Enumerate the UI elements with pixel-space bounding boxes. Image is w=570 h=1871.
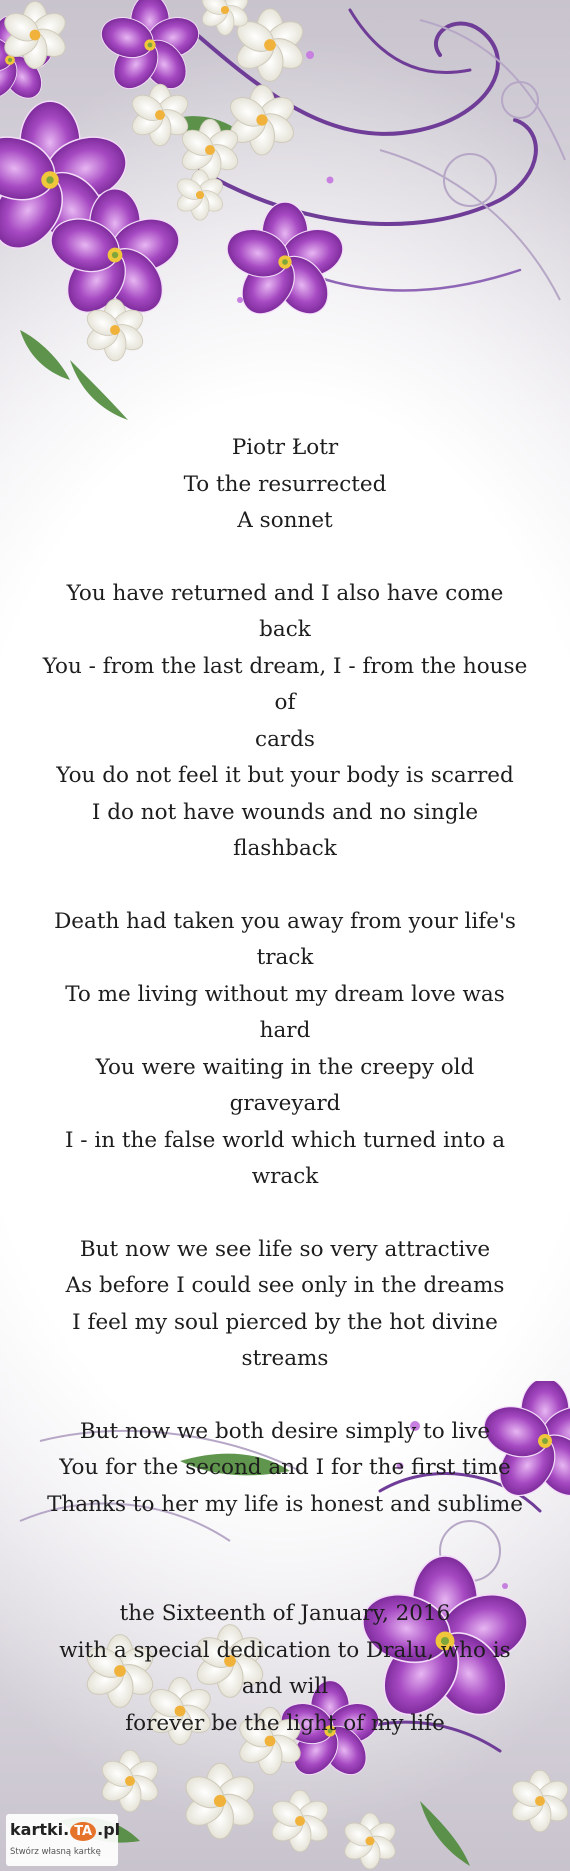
poem-line: I do not have wounds and no single flashback: [91, 799, 479, 861]
kartki-logo[interactable]: [6, 1814, 121, 1866]
poem-line: cards: [255, 726, 315, 752]
poem-line: As before I could see only in the dreams: [65, 1273, 505, 1298]
poem-title: To the resurrected: [183, 471, 387, 497]
poem-line: You - from the last dream, I - from the house of: [42, 653, 528, 715]
poem-line: Death had taken you away from your life's track: [54, 908, 516, 970]
author-name: Piotr Łotr: [231, 435, 339, 460]
poem-line: But now we see life so very attractive: [79, 1236, 491, 1262]
poem-line: To me living without my dream love was hard: [65, 981, 505, 1043]
poem-dedication: with a special dedication to Dralu, who is and will: [59, 1637, 511, 1699]
logo-wordmark: [10, 1820, 120, 1841]
logo-word-end: .pl: [97, 1820, 121, 1839]
poem-line: You were waiting in the creepy old graveyard: [95, 1054, 475, 1116]
logo-badge: TA: [70, 1822, 96, 1841]
logo-tagline: Stwórz własną kartkę: [10, 1847, 101, 1857]
poem-subtitle: A sonnet: [237, 508, 333, 533]
poem-text-block: [40, 430, 530, 1742]
poem-dedication: forever be the light of my life: [125, 1710, 445, 1736]
poem-line: I - in the false world which turned into a wrack: [64, 1127, 506, 1189]
poem-line: I feel my soul pierced by the hot divine streams: [72, 1309, 498, 1371]
poem-line: You do not feel it but your body is scarred: [56, 763, 514, 788]
logo-word-start: kartki.: [10, 1820, 70, 1839]
poem-line: You have returned and I also have come back: [66, 580, 504, 642]
poem-line: But now we both desire simply to live: [79, 1418, 491, 1444]
poem-line: Thanks to her my life is honest and sublime: [47, 1491, 523, 1517]
poem-line: You for the second and I for the first time: [59, 1455, 511, 1480]
poem-date: the Sixteenth of January, 2016: [119, 1601, 451, 1626]
